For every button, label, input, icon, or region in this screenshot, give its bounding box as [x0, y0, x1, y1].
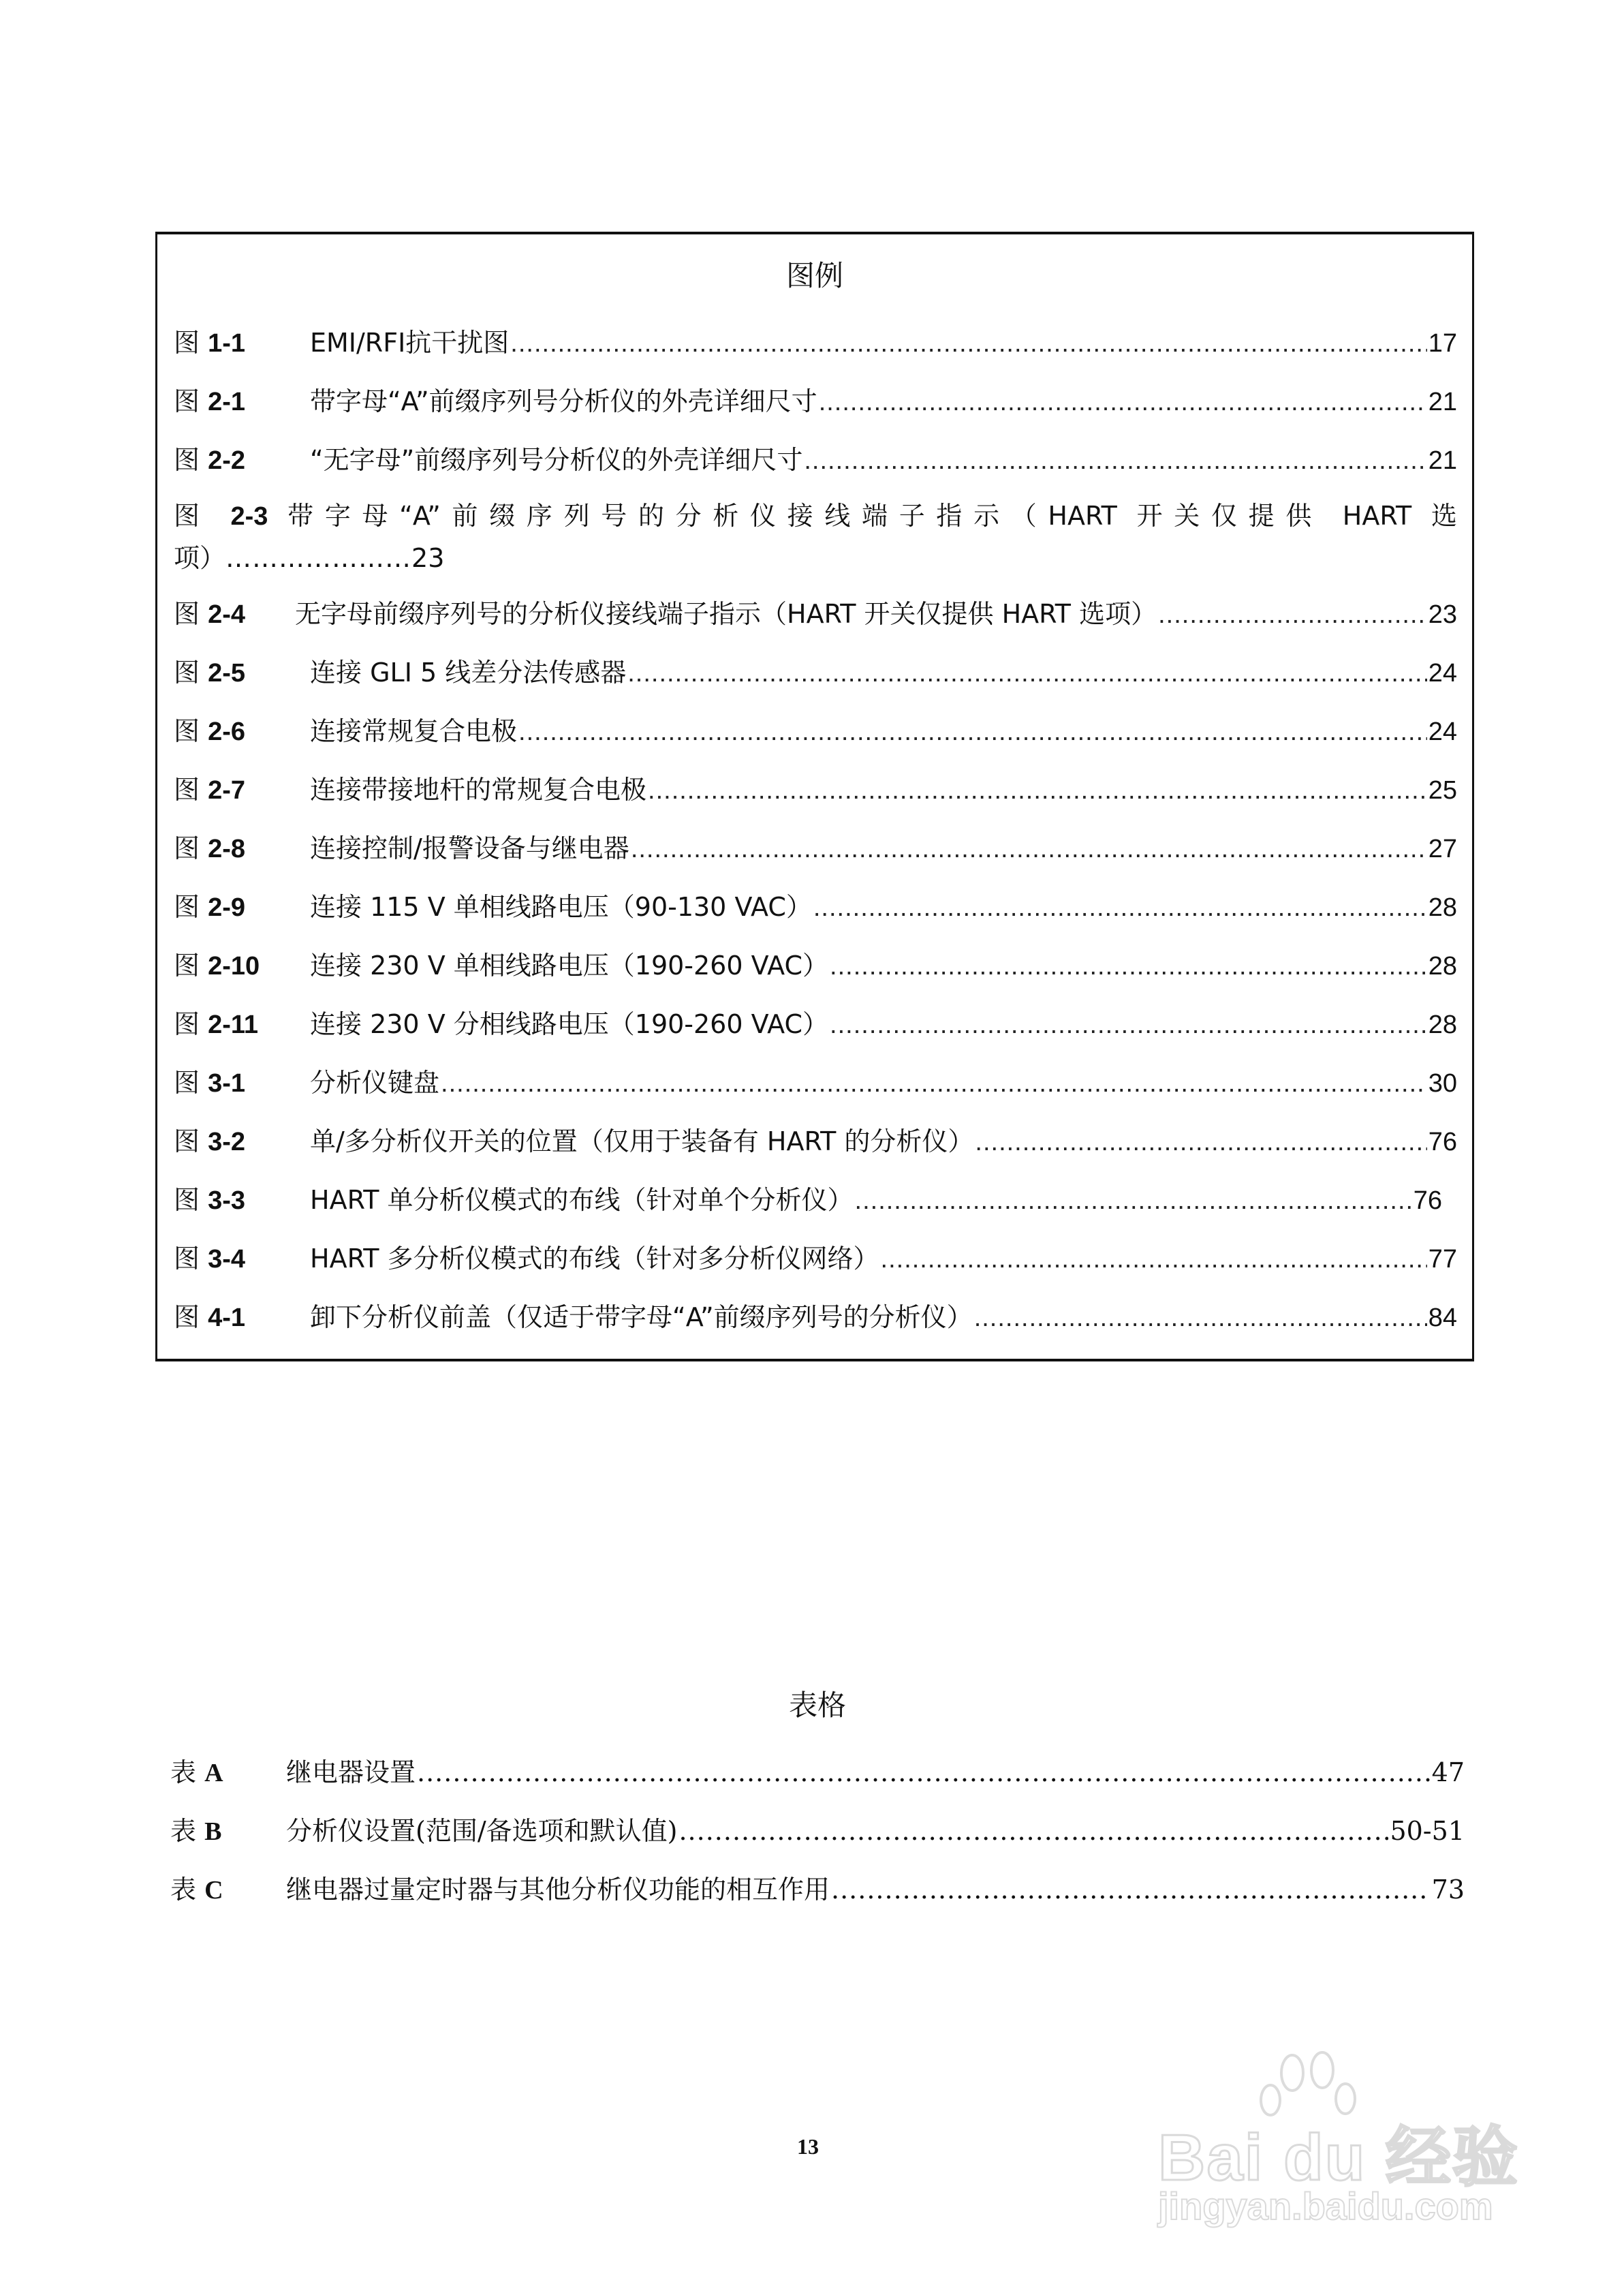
- entry-label: 图 2-5: [174, 658, 246, 688]
- entry-title: HART 多分析仪模式的布线（针对多分析仪网络）: [310, 1244, 879, 1274]
- entry-page: 28: [1428, 952, 1457, 981]
- toc-entry-figure[interactable]: [174, 380, 1457, 421]
- dot-leader: [441, 1069, 1427, 1098]
- entry-label: 图 2-8: [174, 833, 246, 863]
- toc-entry-table[interactable]: [170, 1868, 1465, 1906]
- entry-label: 图 2-1: [174, 386, 246, 416]
- entry-title: 分析仪键盘: [310, 1068, 440, 1098]
- entry-page: 23: [411, 543, 445, 573]
- dot-leader: [804, 446, 1426, 476]
- toc-entry-figure[interactable]: [174, 1237, 1457, 1278]
- entry-label: 图 1-1: [174, 328, 246, 358]
- entry-page: 30: [1428, 1069, 1457, 1098]
- dot-leader: [678, 1816, 1388, 1846]
- dot-leader: [855, 1186, 1412, 1216]
- entry-title: 连接 GLI 5 线差分法传感器: [310, 658, 627, 688]
- entry-title: 连接常规复合电极: [310, 716, 518, 746]
- dot-leader: [417, 1757, 1431, 1787]
- entry-page: 21: [1428, 388, 1457, 416]
- toc-entry-table[interactable]: [170, 1751, 1465, 1789]
- dot-leader: [975, 1128, 1426, 1157]
- toc-entry-figure[interactable]: [174, 710, 1457, 751]
- entry-title: 卸下分析仪前盖（仅适于带字母“A”前缀序列号的分析仪）: [310, 1302, 973, 1332]
- entry-page: 21: [1428, 446, 1457, 475]
- toc-entry-figure[interactable]: [174, 1003, 1457, 1044]
- toc-entry-figure[interactable]: [174, 769, 1457, 810]
- list-of-tables: [170, 1683, 1465, 1928]
- entry-label: 图 2-11: [174, 1009, 259, 1039]
- list-of-figures-box: [155, 232, 1474, 1361]
- dot-leader: [631, 835, 1427, 864]
- entry-label: 图 2-7: [174, 775, 246, 805]
- entry-page: 17: [1428, 329, 1457, 358]
- toc-entry-figure[interactable]: [174, 827, 1457, 868]
- entry-title: 带字母“A”前缀序列号的分析仪接线端子指示（HART 开关仅提供 HART 选: [287, 501, 1457, 531]
- entry-label: 图 2-6: [174, 716, 246, 746]
- toc-entry-figure[interactable]: [174, 1296, 1457, 1337]
- entry-label: 表 A: [170, 1757, 223, 1787]
- entry-label: 表 C: [170, 1875, 223, 1905]
- entry-title: 连接控制/报警设备与继电器: [310, 833, 629, 863]
- entry-label: 图 2-2: [174, 445, 246, 475]
- entry-title: 分析仪设置(范围/备选项和默认值): [286, 1816, 678, 1846]
- entry-page: 28: [1428, 893, 1457, 922]
- dot-leader: [830, 1011, 1427, 1040]
- entry-title: EMI/RFI抗干扰图: [310, 328, 510, 358]
- entry-title: 单/多分析仪开关的位置（仅用于装备有 HART 的分析仪）: [310, 1126, 974, 1156]
- dot-leader: [1158, 600, 1427, 630]
- entry-title-cont: 项）: [174, 543, 226, 573]
- dot-leader: …………………: [225, 543, 412, 573]
- entry-page: 77: [1428, 1245, 1457, 1274]
- entry-title: 带字母“A”前缀序列号分析仪的外壳详细尺寸: [310, 386, 817, 416]
- watermark-url: jingyan.baidu.com: [1158, 2185, 1493, 2228]
- entry-title: 无字母前缀序列号的分析仪接线端子指示（HART 开关仅提供 HART 选项）: [295, 599, 1157, 629]
- entry-page: 76: [1413, 1186, 1442, 1215]
- page-number: 13: [797, 2134, 819, 2159]
- entry-label: 图 2-9: [174, 892, 246, 922]
- dot-leader: [510, 329, 1426, 358]
- toc-entry-table[interactable]: [170, 1810, 1465, 1847]
- tables-heading: 表格: [788, 1689, 846, 1722]
- toc-entry-figure-wrapped[interactable]: [174, 496, 1457, 536]
- entry-page: 47: [1431, 1757, 1465, 1787]
- entry-page: 23: [1428, 600, 1457, 629]
- entry-label: 图 2-4: [174, 599, 246, 629]
- entry-page: 50-51: [1390, 1816, 1465, 1846]
- entry-title: “无字母”前缀序列号分析仪的外壳详细尺寸: [310, 445, 803, 475]
- entry-page: 24: [1428, 718, 1457, 746]
- dot-leader: [881, 1245, 1427, 1274]
- entry-label: 表 B: [170, 1816, 222, 1846]
- baidu-jingyan-watermark: [1158, 2051, 1540, 2235]
- toc-entry-figure-wrapped-cont[interactable]: [174, 537, 444, 574]
- dot-leader: [648, 776, 1427, 805]
- entry-title: 连接 230 V 分相线路电压（190-260 VAC）: [310, 1009, 829, 1039]
- entry-title: 继电器过量定时器与其他分析仪功能的相互作用: [286, 1875, 830, 1905]
- entry-label: 图 3-2: [174, 1126, 246, 1156]
- dot-leader: [830, 952, 1427, 981]
- entry-page: 76: [1428, 1128, 1457, 1156]
- dot-leader: [831, 1875, 1431, 1905]
- entry-page: 84: [1428, 1304, 1457, 1332]
- entry-page: 28: [1428, 1011, 1457, 1039]
- entry-label: 图 3-4: [174, 1244, 246, 1274]
- entry-label: 图 2-10: [174, 951, 260, 981]
- watermark-logo: Bai du 经验: [1158, 2121, 1520, 2194]
- entry-page: 24: [1428, 659, 1457, 688]
- entry-title: HART 单分析仪模式的布线（针对单个分析仪）: [310, 1185, 854, 1215]
- entry-title: 连接 230 V 单相线路电压（190-260 VAC）: [310, 951, 829, 981]
- toc-entry-figure[interactable]: [174, 1062, 1457, 1103]
- toc-entry-figure[interactable]: [174, 944, 1457, 985]
- toc-entry-figure[interactable]: [174, 651, 1457, 692]
- dot-leader: [974, 1304, 1427, 1333]
- toc-entry-figure[interactable]: [174, 1120, 1457, 1161]
- entry-label: 图 2-3: [174, 501, 268, 531]
- entry-title: 连接带接地杆的常规复合电极: [310, 775, 647, 805]
- entry-page: 73: [1431, 1875, 1465, 1905]
- entry-title: 连接 115 V 单相线路电压（90-130 VAC）: [310, 892, 812, 922]
- dot-leader: [819, 388, 1427, 417]
- entry-title: 继电器设置: [286, 1757, 416, 1787]
- toc-entry-figure[interactable]: [174, 593, 1457, 634]
- toc-entry-figure[interactable]: [174, 439, 1457, 480]
- dot-leader: [813, 893, 1427, 923]
- toc-entry-figure[interactable]: [174, 1179, 1442, 1220]
- toc-entry-figure[interactable]: [174, 886, 1457, 927]
- toc-entry-figure[interactable]: [174, 322, 1457, 363]
- entry-page: 27: [1428, 835, 1457, 863]
- entry-label: 图 3-1: [174, 1068, 246, 1098]
- dot-leader: [518, 718, 1427, 747]
- entry-page: 25: [1428, 776, 1457, 805]
- entry-label: 图 3-3: [174, 1185, 246, 1215]
- figures-heading: 图例: [785, 259, 843, 292]
- entry-label: 图 4-1: [174, 1302, 246, 1332]
- dot-leader: [627, 659, 1426, 688]
